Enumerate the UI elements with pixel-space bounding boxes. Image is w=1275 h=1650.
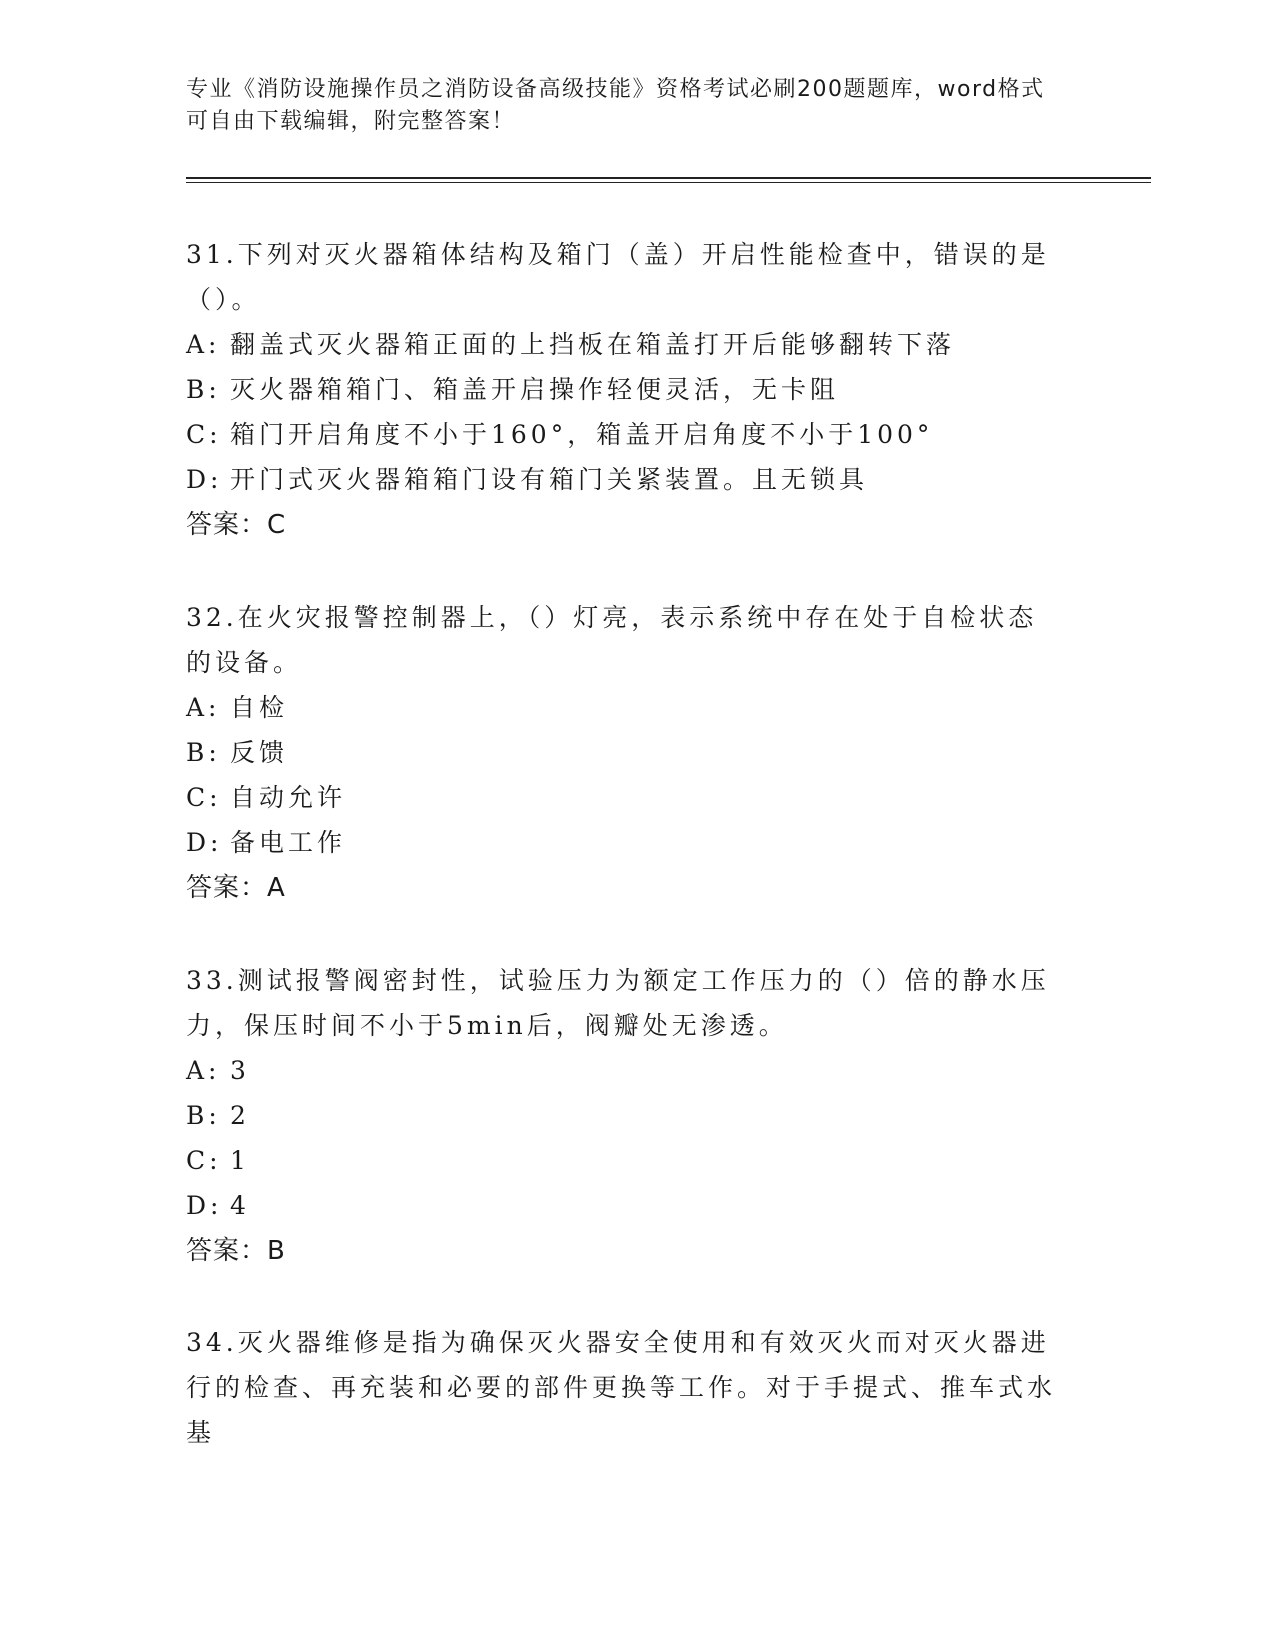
option-letter: C: xyxy=(186,1146,222,1175)
option-text: 灭火器箱箱门、箱盖开启操作轻便灵活，无卡阻 xyxy=(230,375,840,404)
answer-line: 答案：C xyxy=(186,510,287,540)
answer-line: 答案：A xyxy=(186,873,286,903)
option-letter: A: xyxy=(186,1056,221,1085)
option-text: 反馈 xyxy=(230,738,289,767)
option-letter: C: xyxy=(186,420,222,449)
option-c xyxy=(186,1138,1066,1183)
option-a xyxy=(186,1048,1066,1093)
option-c xyxy=(186,775,1066,820)
question-stem: 32.在火灾报警控制器上，（）灯亮，表示系统中存在处于自检状态的设备。 xyxy=(186,603,1038,677)
option-d xyxy=(186,457,1066,502)
answer-line: 答案：B xyxy=(186,1236,286,1266)
option-letter: D: xyxy=(186,1191,223,1220)
option-letter: A: xyxy=(186,330,221,359)
option-text: 3 xyxy=(230,1056,250,1085)
option-text: 开门式灭火器箱箱门设有箱门关紧装置。且无锁具 xyxy=(230,465,869,494)
option-text: 翻盖式灭火器箱正面的上挡板在箱盖打开后能够翻转下落 xyxy=(230,330,956,359)
question-stem: 33.测试报警阀密封性，试验压力为额定工作压力的（）倍的静水压力，保压时间不小于5min后，阀瓣处无渗透。 xyxy=(186,966,1050,1040)
option-text: 自动允许 xyxy=(230,783,347,812)
option-letter: B: xyxy=(186,375,221,404)
option-text: 1 xyxy=(230,1146,250,1175)
option-text: 4 xyxy=(230,1191,250,1220)
header-divider-thick xyxy=(186,177,1151,179)
header-divider-thin xyxy=(186,182,1151,183)
option-d xyxy=(186,820,1066,865)
option-c xyxy=(186,412,1066,457)
option-letter: B: xyxy=(186,1101,221,1130)
option-b xyxy=(186,1093,1066,1138)
option-text: 自检 xyxy=(230,693,289,722)
option-a xyxy=(186,322,1066,367)
question-31 xyxy=(186,232,1066,548)
question-stem: 34.灭火器维修是指为确保灭火器安全使用和有效灭火而对灭火器进行的检查、再充装和必要的部件更换等工作。对于手提式、推车式水基 xyxy=(186,1328,1057,1447)
option-text: 箱门开启角度不小于160°，箱盖开启角度不小于100° xyxy=(230,420,934,449)
option-a xyxy=(186,685,1066,730)
option-b xyxy=(186,730,1066,775)
option-letter: A: xyxy=(186,693,221,722)
option-text: 备电工作 xyxy=(230,828,347,857)
option-d xyxy=(186,1183,1066,1228)
option-letter: B: xyxy=(186,738,221,767)
document-header: 专业《消防设施操作员之消防设备高级技能》资格考试必刷200题题库，word格式可自由下载编辑，附完整答案！ xyxy=(186,77,1045,134)
option-letter: D: xyxy=(186,828,223,857)
question-33 xyxy=(186,958,1066,1274)
question-32 xyxy=(186,595,1066,911)
question-34 xyxy=(186,1320,1066,1455)
question-stem: 31.下列对灭火器箱体结构及箱门（盖）开启性能检查中，错误的是（）。 xyxy=(186,240,1050,314)
option-b xyxy=(186,367,1066,412)
option-letter: D: xyxy=(186,465,223,494)
option-letter: C: xyxy=(186,783,222,812)
option-text: 2 xyxy=(230,1101,250,1130)
